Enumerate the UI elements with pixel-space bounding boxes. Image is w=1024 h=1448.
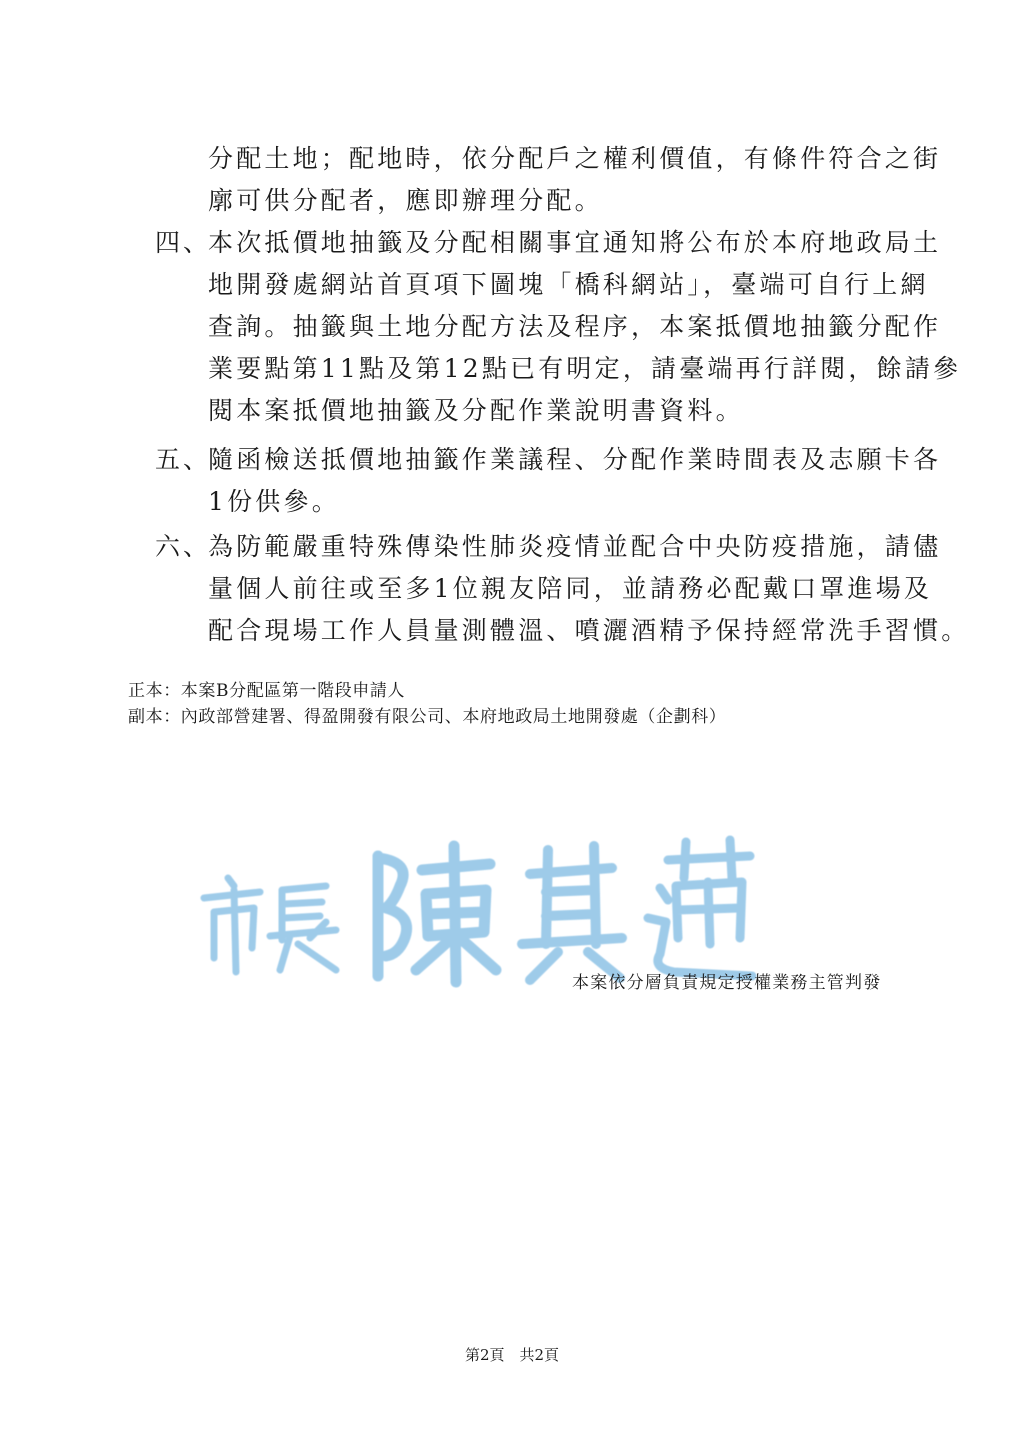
body-line: 隨函檢送抵價地抽籤作業議程、分配作業時間表及志願卡各: [208, 445, 942, 474]
body-line: 為防範嚴重特殊傳染性肺炎疫情並配合中央防疫措施，請儘: [208, 532, 942, 561]
item-marker: 四、: [155, 228, 212, 257]
body-line: 量個人前往或至多1位親友陪同，並請務必配戴口罩進場及: [208, 574, 933, 603]
body-line: 廓可供分配者，應即辦理分配。: [208, 186, 603, 215]
body-line: 查詢。抽籤與土地分配方法及程序，本案抵價地抽籤分配作: [208, 312, 942, 341]
body-line: 本次抵價地抽籤及分配相關事宜通知將公布於本府地政局土: [208, 228, 942, 257]
body-line: 1份供參。: [208, 487, 340, 516]
main-recipients: 正本：本案B分配區第一階段申請人: [128, 681, 406, 701]
body-line: 地開發處網站首頁項下圖塊「橋科網站」，臺端可自行上網: [208, 270, 929, 299]
body-line: 配合現場工作人員量測體溫、噴灑酒精予保持經常洗手習慣。: [208, 616, 970, 645]
body-line: 閱本案抵價地抽籤及分配作業說明書資料。: [208, 396, 744, 425]
item-marker: 六、: [155, 532, 212, 561]
copy-recipients: 副本：內政部營建署、得盈開發有限公司、本府地政局土地開發處（企劃科）: [128, 707, 727, 727]
delegation-note: 本案依分層負責規定授權業務主管判發: [572, 973, 882, 993]
item-marker: 五、: [155, 445, 212, 474]
mayor-signature-stamp: [190, 820, 790, 990]
body-line: 業要點第11點及第12點已有明定，請臺端再行詳閱，餘請參: [208, 354, 962, 383]
body-line: 分配土地；配地時，依分配戶之權利價值，有條件符合之街: [208, 144, 942, 173]
page-number: 第2頁 共2頁: [464, 1346, 560, 1364]
